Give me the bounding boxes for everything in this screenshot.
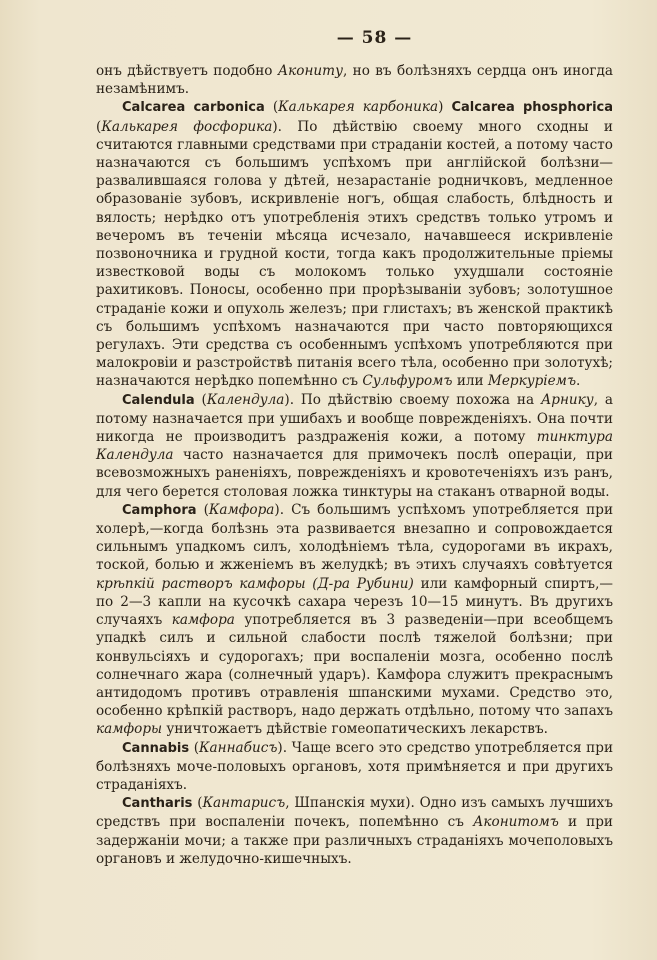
italic-run: крѣпкій растворъ камфоры (Д-ра Рубини) <box>96 575 414 592</box>
text-body <box>96 62 613 868</box>
paragraph <box>96 501 613 739</box>
page-number: — 58 — <box>336 28 413 48</box>
text-run: ( <box>189 739 200 756</box>
text-run: или камфорный спиртъ,—по 2—3 капли на кусочкѣ сахара черезъ 10—15 минутъ. Въ другихъ случаяхъ <box>96 575 613 629</box>
text-run: ). По дѣйствію своему похожа на <box>284 391 541 408</box>
text-run: , Шпанскія мухи). Одно изъ самыхъ лучшихъ средствъ при воспаленіи почекъ, попемѣнно съ <box>96 795 613 831</box>
text-run: ( <box>264 99 279 116</box>
italic-run: Календула <box>206 391 285 408</box>
italic-run: Калькарея карбоника <box>278 99 439 116</box>
text-run: ( <box>96 118 102 135</box>
italic-run: Меркуріемъ <box>487 373 577 390</box>
remedy-name: Calcarea carbonica <box>122 100 265 116</box>
paragraph <box>96 794 613 868</box>
italic-run: Камфора <box>208 501 275 518</box>
remedy-name: Cannabis <box>122 740 190 756</box>
italic-run: Акониту <box>277 63 343 79</box>
text-run: или <box>452 373 488 390</box>
text-run: ). Съ большимъ успѣхомъ употребляется при холерѣ,—когда болѣзнь эта развивается внезапно и сопровождается сильнымъ упадкомъ силъ, холодѣніемъ тѣла, судорогами въ икрахъ, тоской, болью и жженіемъ въ желудкѣ; въ этихъ случаяхъ совѣтуется <box>96 501 614 574</box>
text-run: ) <box>438 99 452 116</box>
italic-run: камфоры <box>96 721 163 738</box>
text-run: ). Чаще всего это средство употребляется при болѣзняхъ моче-половыхъ органовъ, хотя примѣняется и при другихъ страданіяхъ. <box>96 739 614 793</box>
text-run: . <box>576 373 581 390</box>
text-run: ( <box>192 795 203 812</box>
text-run: часто назначается для примочекъ послѣ операціи, при всевозможныхъ раненіяхъ, поврежденіяхъ и кровотеченіяхъ изъ ранъ, для чего берется столовая ложка тинктуры на стаканъ отварной воды. <box>96 447 613 500</box>
italic-run: Кантарисъ <box>202 795 286 812</box>
text-run: онъ дѣйствуетъ подобно <box>96 63 278 79</box>
paragraph <box>96 98 613 390</box>
italic-run: Арнику <box>540 391 594 408</box>
italic-run: Каннабисъ <box>199 739 278 756</box>
remedy-name: Calcarea phosphorica <box>451 100 614 116</box>
italic-run: Сульфуромъ <box>362 373 453 390</box>
italic-run: камфора <box>171 612 235 629</box>
italic-run: тинктура Календула <box>96 429 613 464</box>
remedy-name: Cantharis <box>122 796 193 812</box>
italic-run: Калькарея фосфорика <box>101 118 273 135</box>
text-run: и при задержаніи мочи; а также при различныхъ страданіяхъ мочеполовыхъ органовъ и желудочно-кишечныхъ. <box>96 814 613 867</box>
text-run: ( <box>194 391 207 408</box>
paragraph <box>96 391 613 501</box>
text-run: , но въ болѣзняхъ сердца онъ иногда незамѣнимъ. <box>96 63 614 98</box>
text-run: ). По дѣйствію своему много сходны и считаются главными средствами при страданіи костей, а потому часто назначаются съ большимъ успѣхомъ при англійской болѣзни—развалившаяся голова у дѣтей, незарастаніе родничковъ, медленное образованіе зубовъ, искривленіе ногъ, общая слабость, блѣдность и вялость; нерѣдко отъ употребленія этихъ средствъ только утромъ и вечеромъ въ теченіи мѣсяца исчезало, начавшееся искривленіе позвоночника и грудной кости, тогда какъ продолжительные пріемы известковой воды съ молокомъ только ухудшали состояніе рахитиковъ. Поносы, особенно при прорѣзываніи зубовъ; золотушное страданіе кожи и опухоль железъ; при глистахъ; въ женской практикѣ съ большимъ успѣхомъ назначаются при часто повторяющихся регулахъ. Эти средства съ особеннымъ успѣхомъ употребляются при малокровіи и разстройствѣ питанія всего тѣла, особенно при золотухѣ; назначаются нерѣдко попемѣнно съ <box>96 118 613 390</box>
text-run: употребляется въ 3 разведеніи—при всеобщемъ упадкѣ силъ и сильной слабости послѣ тяжелой болѣзни; при конвульсіяхъ и судорогахъ; при воспаленіи мозга, особенно послѣ солнечнаго жара (солнечный ударъ). Камфора служитъ прекраснымъ антидодомъ противъ отравленія шпанскими мухами. Средство это, особенно крѣпкій растворъ, надо держать отдѣльно, потому что запахъ <box>96 612 613 720</box>
text-run: уничтожаетъ дѣйствіе гомеопатическихъ лекарствъ. <box>162 721 548 738</box>
italic-run: Аконитомъ <box>473 814 559 831</box>
text-run: , а потому назначается при ушибахъ и вообще поврежденіяхъ. Она почти никогда не производитъ раздраженія кожи, а потому <box>96 391 614 446</box>
paragraph <box>96 62 613 98</box>
remedy-name: Camphora <box>122 502 197 518</box>
text-run: ( <box>196 501 209 518</box>
paragraph <box>96 739 613 795</box>
remedy-name: Calendula <box>122 392 195 408</box>
